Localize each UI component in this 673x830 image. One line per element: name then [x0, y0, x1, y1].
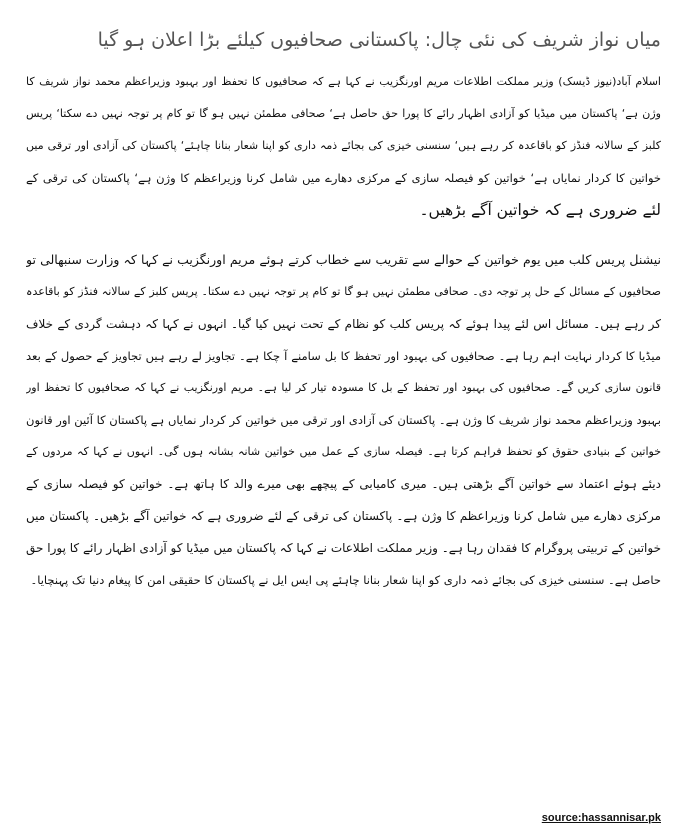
text-line: میڈیا کا کردار نہایت اہم رہا ہے۔ صحافیوں کی بہبود اور تحفظ کا بل سامنے آ چکا ہے۔ تجاویز لے رہے ہیں تجاویز کے حصول کے بعد [26, 349, 661, 363]
article-paragraph-1 [26, 66, 661, 226]
text-line: کلبز کے سالانہ فنڈز کو باقاعدہ کر رہے ہیں‘ سنسنی خیزی کی بجائے ذمہ داری کو اپنا شعار بنانا چاہئے‘ پاکستان کی آزادی اور ترقی میں [26, 139, 661, 152]
text-line: مرکزی دھارے میں شامل کرنا وزیراعظم کا وژن ہے۔ پاکستان کی ترقی کے لئے ضروری ہے کہ خواتین آگے بڑھیں۔ پاکستان میں [26, 509, 661, 523]
text-line: خواتین کا کردار نمایاں ہے‘ خواتین کو فیصلہ سازی کے مرکزی دھارے میں شامل کرنا وزیراعظم کا وژن ہے‘ پاکستان کی ترقی کے [26, 171, 661, 185]
text-line: دیئے ہوئے اعتماد سے خواتین آگے بڑھتی ہیں۔ میری کامیابی کے پیچھے بھی میرے والد کا ہاتھ ہے۔ خواتین کو فیصلہ سازی کے [26, 477, 661, 491]
text-line: وژن ہے‘ پاکستان میں میڈیا کو آزادی اظہار رائے کا پورا حق حاصل ہے‘ صحافی مطمئن نہیں ہو گا تو کام پر توجہ نہیں دے سکتا‘ پریس [26, 107, 661, 120]
text-line: بہبود وزیراعظم محمد نواز شریف کا وژن ہے۔ پاکستان کی آزادی اور ترقی میں خواتین کر کردار نمایاں ہے پاکستان کا آئین اور قانون [26, 413, 661, 427]
text-line: حاصل ہے۔ سنسنی خیزی کی بجائے ذمہ داری کو اپنا شعار بنانا چاہئے پی ایس ایل نے پاکستان کا حقیقی امن کا پیغام دنیا تک پہنچایا۔ [30, 573, 661, 587]
text-line: قانون سازی کریں گے۔ صحافیوں کی بہبود اور تحفظ کے بل کا مسودہ تیار کر لیا ہے۔ مریم اورنگزیب نے کہا کہ صحافیوں کا تحفظ اور [26, 381, 661, 394]
article-body [26, 66, 661, 596]
text-line: نیشنل پریس کلب میں یوم خواتین کے حوالے سے تقریب سے خطاب کرتے ہوئے مریم اورنگزیب نے کہا کہ وزارت سنبھالی تو [26, 252, 661, 267]
text-line: خواتین کے بنیادی حقوق کو تحفظ فراہم کرتا ہے۔ فیصلہ سازی کے عمل میں خواتین شانہ بشانہ ہوں گی۔ انہوں نے کہا کہ مردوں کے [26, 445, 661, 458]
text-line: لئے ضروری ہے کہ خواتین آگے بڑھیں۔ [419, 201, 661, 219]
text-line: کر رہے ہیں۔ مسائل اس لئے پیدا ہوئے کہ پریس کلب کو نظام کے تحت نہیں کیا گیا۔ انہوں نے کہا کہ دہشت گردی کے خلاف [26, 317, 661, 331]
article-paragraph-2 [26, 244, 661, 596]
text-line: صحافیوں کے مسائل کے حل پر توجہ دی۔ صحافی مطمئن نہیں ہو گا تو کام پر توجہ نہیں دے سکتا۔ پریس کلبز کے سالانہ فنڈز کو باقاعدہ [26, 285, 661, 298]
paragraph-spacer [26, 226, 661, 244]
article-headline: میاں نواز شریف کی نئی چال: پاکستانی صحافیوں کیلئے بڑا اعلان ہو گیا [97, 28, 661, 51]
source-credit: source:hassannisar.pk [541, 812, 661, 824]
text-line: خواتین کے تربیتی پروگرام کا فقدان رہا ہے۔ وزیر مملکت اطلاعات نے کہا کہ پاکستان میں میڈیا کو آزادی اظہار رائے کا پورا حق [26, 541, 661, 555]
text-line: اسلام آباد(نیوز ڈیسک) وزیر مملکت اطلاعات مریم اورنگزیب نے کہا ہے کہ صحافیوں کا تحفظ اور بہبود وزیراعظم محمد نواز شریف کا [26, 75, 661, 88]
